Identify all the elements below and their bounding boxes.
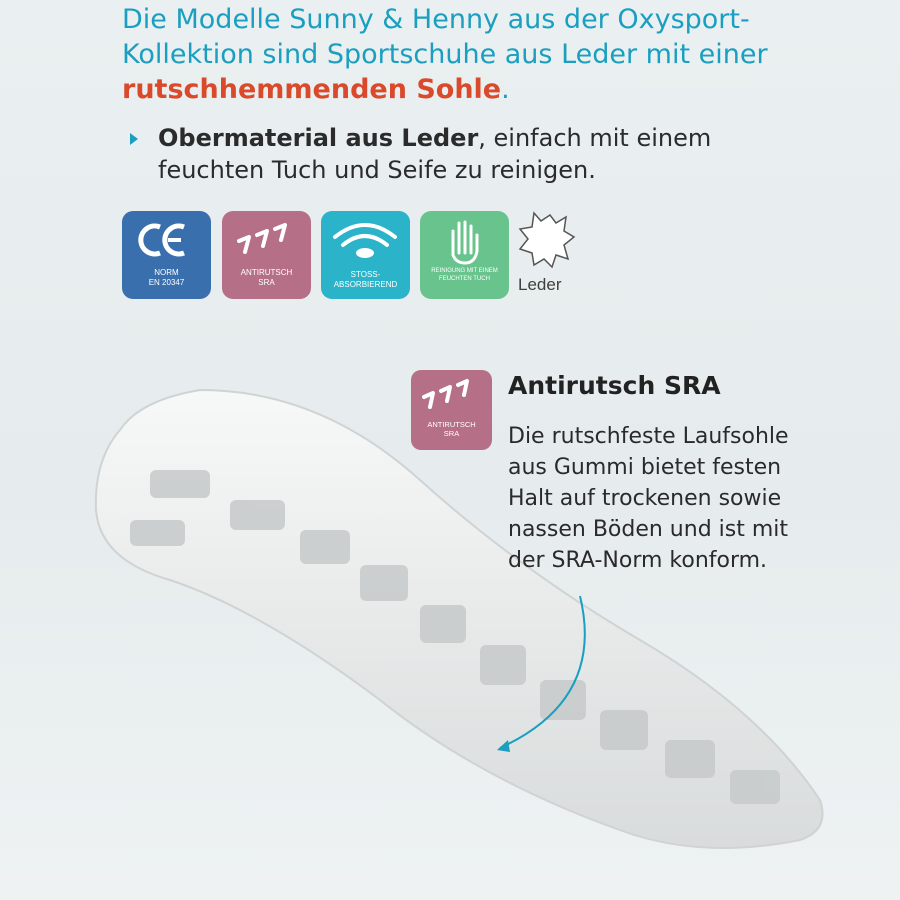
leder-label: Leder [518, 275, 562, 294]
badge-sra-line1: ANTIRUTSCH [240, 268, 293, 277]
callout-text: Die rutschfeste Laufsohle aus Gummi bietet festen Halt auf trockenen sowie nassen Böden und ist mit der SRA-Norm konform. [508, 424, 789, 573]
intro-main: Die Modelle Sunny & Henny aus der Oxysport-Kollektion sind Sportschuhe aus Leder mit einer [122, 4, 768, 70]
badge-sra-line2: SRA [258, 278, 275, 287]
bullet-bold: Obermaterial aus Leder [158, 124, 479, 152]
callout-title: Antirutsch SRA [508, 371, 721, 400]
callout-badge-line1: ANTIRUTSCH [427, 420, 476, 429]
bullet-rest: , einfach mit einem feuchten Tuch und Seife zu reinigen. [158, 124, 712, 184]
badge-clean-line2: FEUCHTEN TUCH [439, 276, 490, 282]
badge-shock-line1: STOSS- [350, 270, 381, 279]
badge-ce-line1: NORM [154, 268, 179, 277]
badge-ce-line2: EN 20347 [148, 278, 185, 287]
badge-clean-line1: REINIGUNG MIT EINEM [431, 268, 498, 274]
callout-badge-line2: SRA [443, 429, 460, 438]
intro-end: . [501, 74, 510, 105]
badge-shock-line2: ABSORBIEREND [333, 280, 398, 289]
intro-highlight: rutschhemmenden Sohle [122, 74, 502, 105]
